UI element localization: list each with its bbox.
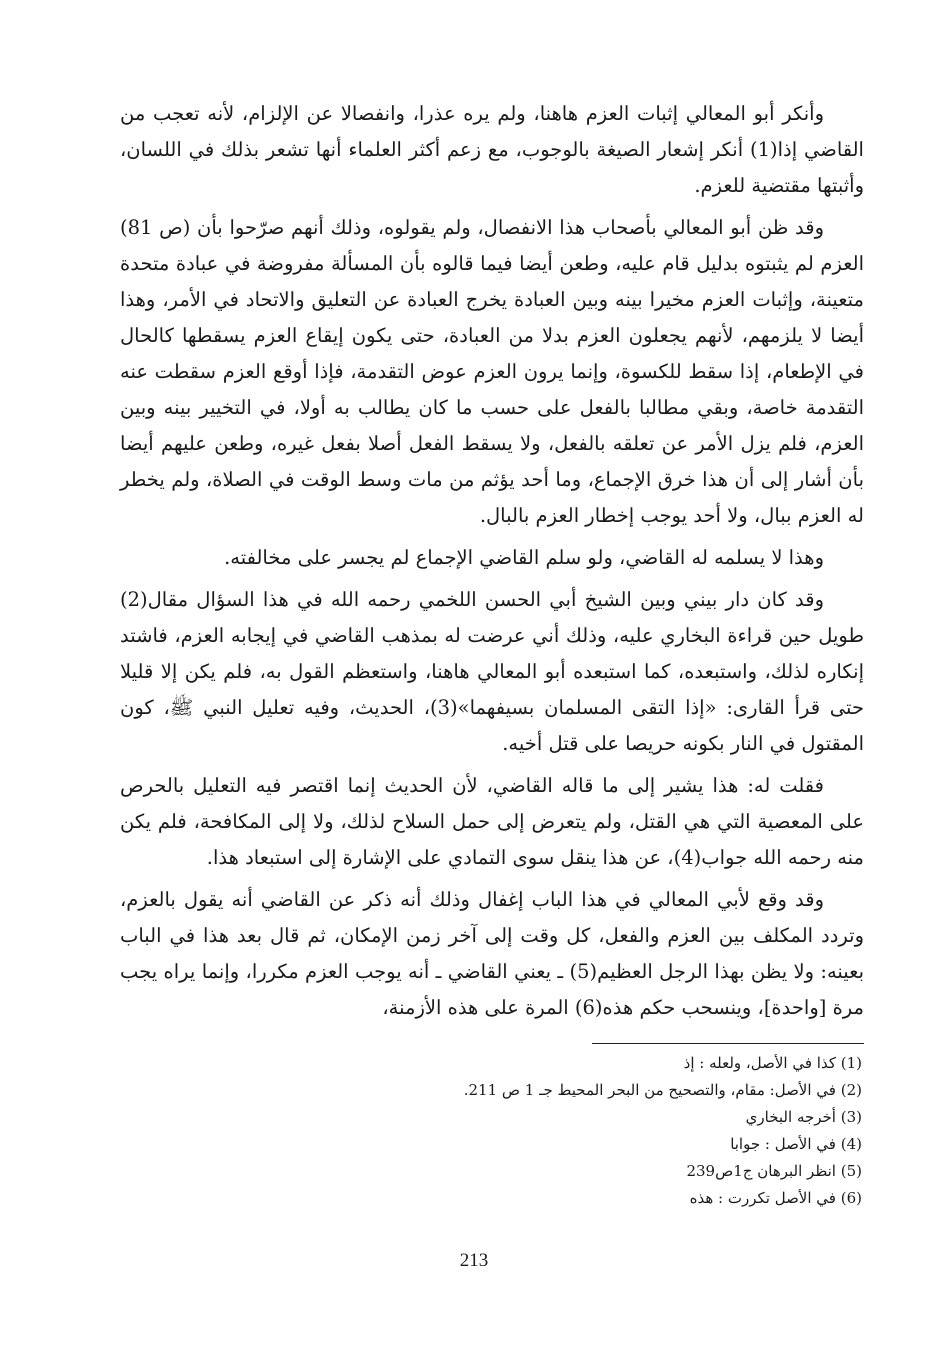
- footnote-2: (2) في الأصل: مقام، والتصحيح من البحر المحيط جـ 1 ص 211.: [463, 1081, 862, 1099]
- footnote-3: (3) أخرجه البخاري: [745, 1108, 862, 1126]
- paragraph-2: وقد ظن أبو المعالي بأصحاب هذا الانفصال، ولم يقولوه، وذلك أنهم صرّحوا بأن (ص 81) العزم لم يثبتوه بدليل قام عليه، وطعن أيضا فيما قالوه بأن المسألة مفروضة في عبادة متحدة متعينة، وإثبات العزم مخيرا بينه وبين العبادة يخرج العبادة عن التعليق والاتحاد في الأمر، وهذا أيضا لا يلزمهم، لأنهم يجعلون العزم بدلا من العبادة، حتى يكون إيقاع العزم يسقطها كالحال في الإطعام، إذا سقط للكسوة، وإنما يرون العزم عوض التقدمة، فإذا أوقع العزم سقطت عنه التقدمة خاصة، وبقي مطالبا بالفعل على حسب ما كان يطالب به أولا، في التخيير بينه وبين العزم، فلم يزل الأمر عن تعلقه بالفعل، ولا يسقط الفعل أصلا بفعل غيره، وطعن عليهم أيضا بأن أشار إلى أن هذا خرق الإجماع، وما أحد يؤثم من مات وسط الوقت في الصلاة، ولم يخطر له العزم ببال، ولا أحد يوجب إخطار العزم بالبال.: [120, 216, 864, 527]
- footnote-5: (5) انظر البرهان ج1ص239: [686, 1162, 862, 1180]
- footnote-divider: [592, 1043, 864, 1044]
- paragraph-4: وقد كان دار بيني وبين الشيخ أبي الحسن اللخمي رحمه الله في هذا السؤال مقال(2) طويل حين قراءة البخاري عليه، وذلك أني عرضت له بمذهب القاضي في إيجابه العزم، فاشتد إنكاره لذلك، واستبعده، كما استبعده أبو المعالي هاهنا، واستعظم القول به، فلم يكن إلا قليلا حتى قرأ القارى: «إذا التقى المسلمان بسيفهما»(3)، الحديث، وفيه تعليل النبي ﷺ، كون المقتول في النار بكونه حريصا على قتل أخيه.: [120, 588, 864, 755]
- paragraph-1: وأنكر أبو المعالي إثبات العزم هاهنا، ولم يره عذرا، وانفصالا عن الإلزام، لأنه تعجب من القاضي إذا(1) أنكر إشعار الصيغة بالوجوب، مع زعم أكثر العلماء أنها تشعر بذلك في اللسان، وأثبتها مقتضية للعزم.: [120, 102, 864, 197]
- footnote-1: (1) كذا في الأصل، ولعله : إذ: [683, 1054, 862, 1072]
- main-text: [120, 96, 864, 1032]
- paragraph-6: وقد وقع لأبي المعالي في هذا الباب إغفال وذلك أنه ذكر عن القاضي أنه يقول بالعزم، وتردد المكلف بين العزم والفعل، كل وقت إلى آخر زمن الإمكان، ثم قال بعد هذا في الباب بعينه: ولا يظن بهذا الرجل العظيم(5) ـ يعني القاضي ـ أنه يوجب العزم مكررا، وإنما يراه يجب مرة [واحدة]، وينسحب حكم هذه(6) المرة على هذه الأزمنة،: [120, 888, 865, 1019]
- page-number: 213: [459, 1250, 489, 1271]
- footnote-4: (4) في الأصل : جوابا: [730, 1135, 862, 1153]
- footnote-6: (6) في الأصل تكررت : هذه: [689, 1189, 862, 1207]
- footnotes: [262, 1050, 862, 1212]
- paragraph-5: فقلت له: هذا يشير إلى ما قاله القاضي، لأن الحديث إنما اقتصر فيه التعليل بالحرص على المعصية التي هي القتل، ولم يتعرض إلى حمل السلاح لذلك، ولا إلى المكافحة، فلم يكن منه رحمه الله جواب(4)، عن هذا ينقل سوى التمادي على الإشارة إلى استبعاد هذا.: [120, 774, 864, 869]
- paragraph-3: وهذا لا يسلمه له القاضي، ولو سلم القاضي الإجماع لم يجسر على مخالفته.: [224, 546, 824, 569]
